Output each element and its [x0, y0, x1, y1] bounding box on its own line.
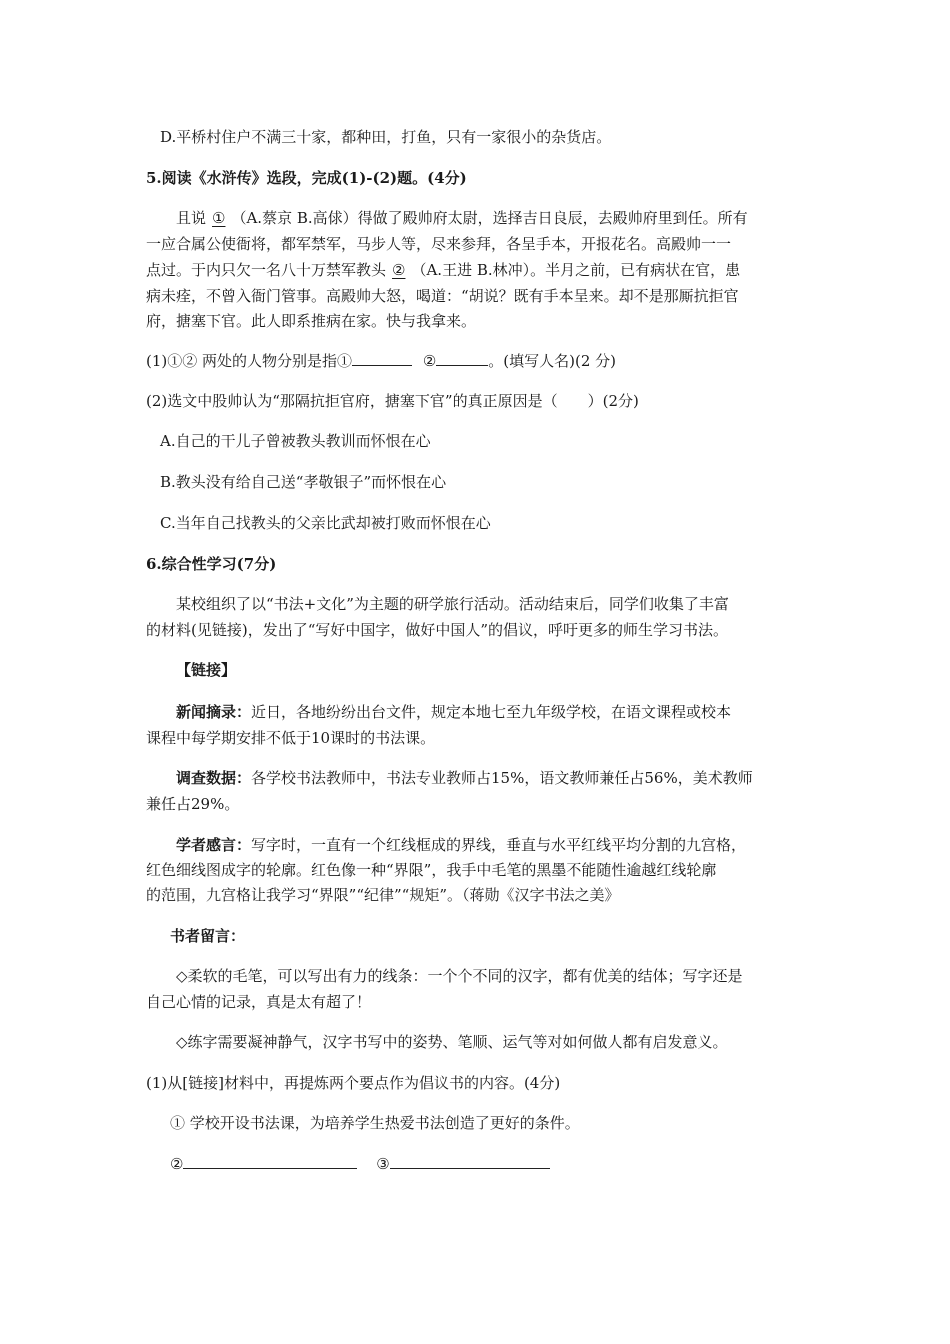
- writer-message-2: ◇练字需要凝神静气，汉字书写中的姿势、笔顺、运气等对如何做人都有启发意义。: [176, 1033, 728, 1051]
- answer-line-1[interactable]: [352, 351, 412, 366]
- q5-passage-line-3: 点过。于内只欠一名八十万禁军教头 ② （A.王进 B.林冲）。半月之前，已有病状在官，患: [146, 261, 741, 279]
- scholar-line-1: 学者感言：写字时，一直有一个红线框成的界线，垂直与水平红线平均分割的九宫格，: [176, 836, 747, 854]
- scholar-line-3: 的范围，九宫格让我学习“界限”“纪律”“规矩”。（蒋勋《汉字书法之美》: [146, 886, 620, 904]
- q5-sub-question-2: (2)选文中股帅认为“那隔抗拒官府，搪塞下官”的真正原因是（ ）(2分): [146, 392, 639, 410]
- blank-2: ②: [392, 261, 406, 279]
- q6-sub-question-1: (1)从[链接]材料中，再提炼两个要点作为倡议书的内容。(4分): [146, 1074, 561, 1092]
- q5-passage-line-2: 一应合属公使衙将，都军禁军，马步人等，尽来参拜，各呈手本，开报花名。高殿帅一一: [146, 235, 732, 253]
- news-line-2: 课程中每学期安排不低于10课时的书法课。: [146, 729, 436, 747]
- answer-line-2[interactable]: [436, 351, 488, 366]
- answer-line-point-2[interactable]: [183, 1154, 357, 1169]
- survey-line-1: 调查数据：各学校书法教师中，书法专业教师占15%，语文教师兼任占56%，美术教师: [176, 769, 753, 787]
- q6-intro-line-2: 的材料(见链接)，发出了“写好中国字，做好中国人”的倡议，呼吁更多的师生学习书法。: [146, 621, 729, 639]
- writer-heading: 书者留言：: [170, 927, 246, 945]
- q5-option-b[interactable]: B.教头没有给自己送“孝敬银子”而怀恨在心: [160, 473, 447, 491]
- link-heading: 【链接】: [176, 661, 237, 679]
- q5-passage-line-1: 且说 ① （A.蔡京 B.高俅）得做了殿帅府太尉，选择吉日良辰，去殿帅府里到任。所有: [176, 209, 748, 227]
- survey-line-2: 兼任占29%。: [146, 795, 240, 813]
- q5-sub-question-1: (1)①② 两处的人物分别是指① ② 。(填写人名)(2 分): [146, 352, 616, 370]
- q5-passage-line-5: 府，搪塞下官。此人即系推病在家。快与我拿来。: [146, 312, 477, 330]
- answer-1: ① 学校开设书法课，为培养学生热爱书法创造了更好的条件。: [170, 1114, 580, 1132]
- writer-message-1-line-2: 自己心情的记录，真是太有超了！: [146, 993, 372, 1011]
- blank-1: ①: [212, 209, 226, 227]
- q5-option-c[interactable]: C.当年自己找教头的父亲比武却被打败而怀恨在心: [160, 514, 491, 532]
- news-line-1: 新闻摘录：近日，各地纷纷出台文件，规定本地七至九年级学校，在语文课程或校本: [176, 703, 732, 721]
- answer-line-point-3[interactable]: [390, 1154, 550, 1169]
- q5-passage-line-4: 病未痊，不曾入衙门管事。高殿帅大怒，喝道：“胡说？既有手本呈来。却不是那厮抗拒官: [146, 287, 739, 305]
- writer-message-1-line-1: ◇柔软的毛笔，可以写出有力的线条：一个个不同的汉字，都有优美的结体；写字还是: [176, 967, 743, 985]
- q5-option-a[interactable]: A.自己的干儿子曾被教头教训而怀恨在心: [160, 432, 431, 450]
- q6-intro-line-1: 某校组织了以“书法+文化”为主题的研学旅行活动。活动结束后，同学们收集了丰富: [176, 595, 729, 613]
- answer-row: ② ③: [170, 1154, 550, 1174]
- scholar-line-2: 红色细线图成字的轮廓。红色像一种“界限”，我手中毛笔的黑墨不能随性逾越红线轮廓: [146, 861, 717, 879]
- q5-title: 5.阅读《水浒传》选段，完成(1)-(2)题。(4分): [146, 169, 467, 187]
- q6-title: 6.综合性学习(7分): [146, 555, 277, 573]
- q4-option-d: D.平桥村住户不满三十家，都种田，打鱼，只有一家很小的杂货店。: [160, 128, 612, 146]
